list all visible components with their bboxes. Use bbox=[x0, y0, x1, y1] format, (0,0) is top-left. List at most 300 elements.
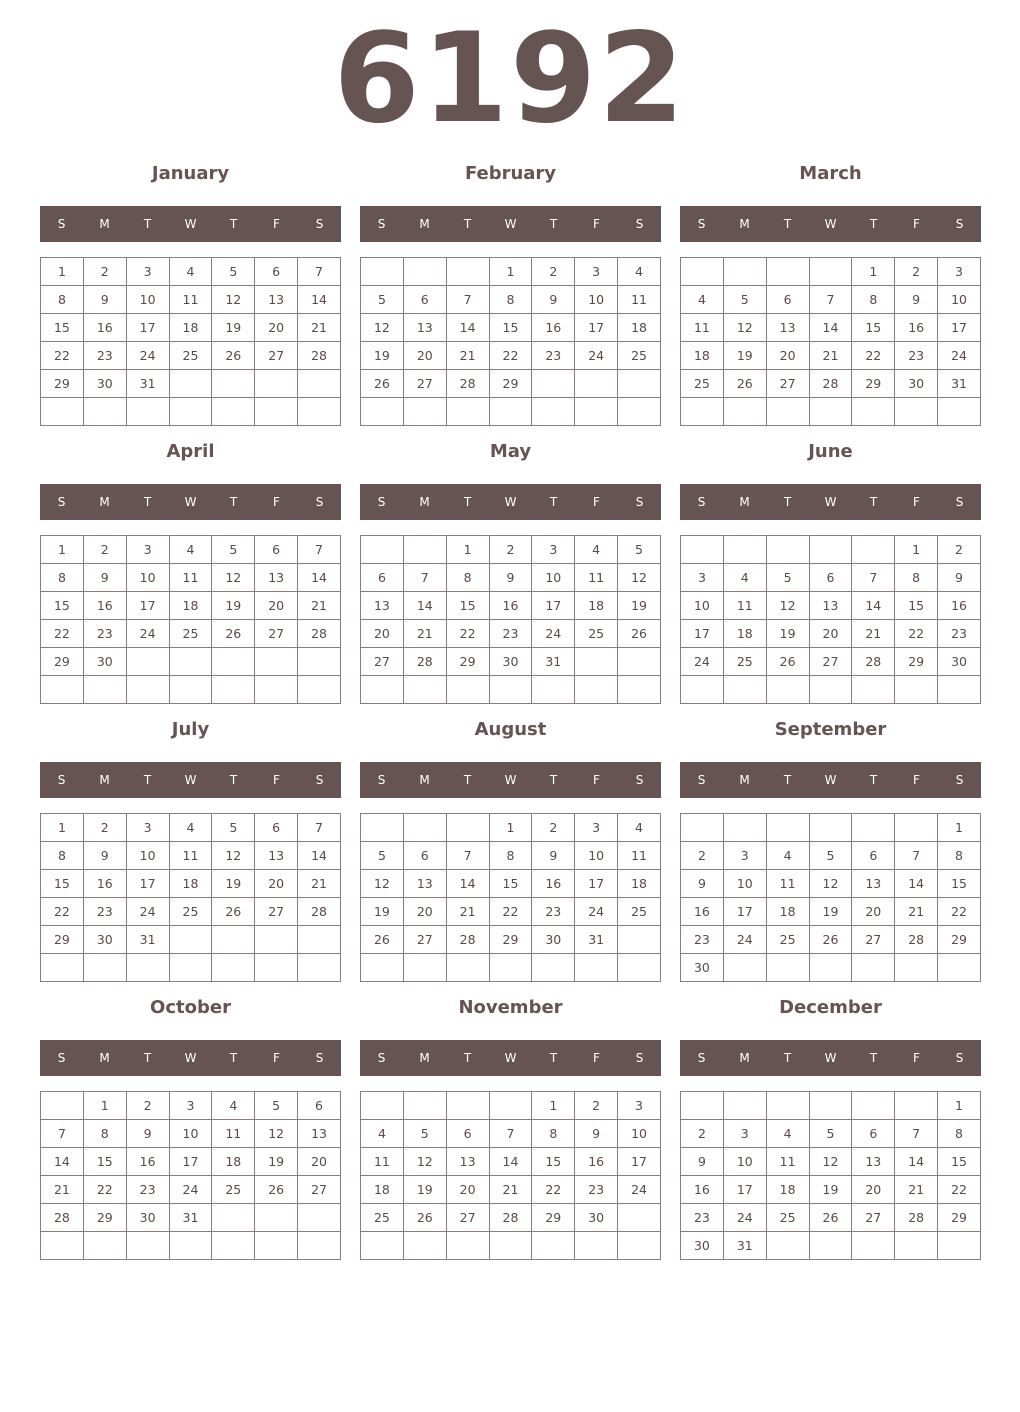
weekday-header-bar bbox=[40, 206, 341, 242]
day-cell: 19 bbox=[723, 342, 766, 370]
day-cell: 26 bbox=[361, 926, 404, 954]
day-cell: 30 bbox=[938, 648, 981, 676]
month-name: March bbox=[799, 163, 862, 184]
day-cell: 10 bbox=[938, 286, 981, 314]
day-cell: 17 bbox=[532, 592, 575, 620]
day-cell: 11 bbox=[575, 564, 618, 592]
week-row bbox=[681, 620, 981, 648]
weekday-header: W bbox=[184, 773, 197, 787]
weekday-header: T bbox=[869, 495, 878, 509]
day-cell: 12 bbox=[766, 592, 809, 620]
day-cell: 17 bbox=[618, 1148, 661, 1176]
day-cell: 30 bbox=[895, 370, 938, 398]
day-cell bbox=[489, 954, 532, 982]
day-cell bbox=[723, 398, 766, 426]
day-cell: 27 bbox=[852, 926, 895, 954]
day-cell: 6 bbox=[403, 842, 446, 870]
day-cell: 27 bbox=[255, 620, 298, 648]
day-cell: 8 bbox=[446, 564, 489, 592]
day-cell: 26 bbox=[212, 620, 255, 648]
weekday-header: T bbox=[143, 1051, 152, 1065]
day-grid bbox=[680, 1091, 981, 1260]
day-cell: 21 bbox=[852, 620, 895, 648]
weekday-header: T bbox=[463, 773, 472, 787]
day-cell: 8 bbox=[41, 564, 84, 592]
weekday-header: M bbox=[99, 1051, 110, 1065]
weekday-header: T bbox=[463, 217, 472, 231]
month-august bbox=[360, 718, 661, 988]
day-grid bbox=[680, 257, 981, 426]
weekday-header-bar bbox=[360, 484, 661, 520]
day-cell: 1 bbox=[532, 1092, 575, 1120]
day-cell bbox=[41, 398, 84, 426]
weekday-header: S bbox=[57, 217, 66, 231]
day-cell bbox=[618, 926, 661, 954]
day-cell bbox=[83, 1232, 126, 1260]
weekday-header: S bbox=[635, 495, 644, 509]
day-cell: 10 bbox=[681, 592, 724, 620]
day-cell: 21 bbox=[809, 342, 852, 370]
day-cell: 20 bbox=[852, 1176, 895, 1204]
month-july bbox=[40, 718, 341, 988]
week-row bbox=[361, 1176, 661, 1204]
week-row bbox=[361, 536, 661, 564]
day-cell: 26 bbox=[212, 898, 255, 926]
day-cell: 1 bbox=[83, 1092, 126, 1120]
day-cell bbox=[766, 676, 809, 704]
day-cell: 23 bbox=[681, 926, 724, 954]
day-cell bbox=[852, 954, 895, 982]
day-cell: 15 bbox=[489, 314, 532, 342]
day-cell: 10 bbox=[575, 842, 618, 870]
day-cell: 31 bbox=[169, 1204, 212, 1232]
day-cell: 28 bbox=[298, 342, 341, 370]
week-row bbox=[41, 1204, 341, 1232]
day-cell bbox=[618, 648, 661, 676]
day-cell: 16 bbox=[681, 898, 724, 926]
day-cell: 26 bbox=[809, 926, 852, 954]
weekday-header: M bbox=[419, 773, 430, 787]
day-grid bbox=[680, 535, 981, 704]
day-cell bbox=[723, 536, 766, 564]
week-row bbox=[41, 1148, 341, 1176]
day-cell: 12 bbox=[361, 314, 404, 342]
day-cell: 6 bbox=[852, 842, 895, 870]
day-cell: 21 bbox=[298, 592, 341, 620]
day-cell: 24 bbox=[723, 1204, 766, 1232]
week-row bbox=[681, 314, 981, 342]
week-row bbox=[681, 1092, 981, 1120]
day-cell: 19 bbox=[255, 1148, 298, 1176]
day-cell bbox=[446, 258, 489, 286]
weekday-header-bar bbox=[360, 1040, 661, 1076]
week-row bbox=[41, 564, 341, 592]
day-cell: 10 bbox=[126, 842, 169, 870]
day-cell: 6 bbox=[852, 1120, 895, 1148]
day-cell: 14 bbox=[852, 592, 895, 620]
day-cell: 28 bbox=[446, 370, 489, 398]
day-cell: 3 bbox=[723, 842, 766, 870]
day-cell bbox=[298, 926, 341, 954]
weekday-header: T bbox=[783, 1051, 792, 1065]
day-cell: 17 bbox=[126, 314, 169, 342]
day-cell: 26 bbox=[212, 342, 255, 370]
day-cell: 22 bbox=[83, 1176, 126, 1204]
day-cell: 1 bbox=[938, 814, 981, 842]
day-cell: 23 bbox=[83, 620, 126, 648]
day-cell: 3 bbox=[126, 814, 169, 842]
day-cell: 12 bbox=[212, 286, 255, 314]
day-cell bbox=[361, 676, 404, 704]
day-cell: 15 bbox=[938, 1148, 981, 1176]
day-cell: 4 bbox=[723, 564, 766, 592]
day-cell: 9 bbox=[895, 286, 938, 314]
day-cell bbox=[212, 954, 255, 982]
day-cell: 29 bbox=[489, 926, 532, 954]
week-row bbox=[681, 1204, 981, 1232]
day-cell: 18 bbox=[723, 620, 766, 648]
weekday-header: W bbox=[184, 495, 197, 509]
day-cell bbox=[681, 1092, 724, 1120]
weekday-header: F bbox=[593, 217, 600, 231]
day-cell bbox=[255, 926, 298, 954]
day-cell bbox=[255, 398, 298, 426]
day-cell: 30 bbox=[681, 1232, 724, 1260]
day-cell bbox=[403, 1092, 446, 1120]
week-row bbox=[361, 314, 661, 342]
weekday-header: T bbox=[549, 773, 558, 787]
day-cell: 27 bbox=[446, 1204, 489, 1232]
day-cell bbox=[298, 370, 341, 398]
day-cell bbox=[809, 814, 852, 842]
day-cell: 29 bbox=[446, 648, 489, 676]
day-cell: 21 bbox=[895, 898, 938, 926]
day-cell: 31 bbox=[126, 370, 169, 398]
week-row bbox=[41, 814, 341, 842]
day-cell: 2 bbox=[895, 258, 938, 286]
day-cell: 23 bbox=[895, 342, 938, 370]
day-grid bbox=[360, 257, 661, 426]
day-cell bbox=[361, 536, 404, 564]
day-cell: 26 bbox=[403, 1204, 446, 1232]
day-cell: 15 bbox=[41, 592, 84, 620]
day-cell: 4 bbox=[169, 536, 212, 564]
day-cell: 25 bbox=[618, 898, 661, 926]
day-cell bbox=[446, 676, 489, 704]
day-cell: 30 bbox=[83, 648, 126, 676]
week-row bbox=[681, 286, 981, 314]
day-cell: 11 bbox=[681, 314, 724, 342]
day-cell bbox=[361, 398, 404, 426]
day-cell: 2 bbox=[681, 1120, 724, 1148]
week-row bbox=[41, 1120, 341, 1148]
day-cell bbox=[255, 676, 298, 704]
day-cell bbox=[298, 676, 341, 704]
week-row bbox=[361, 1092, 661, 1120]
day-cell bbox=[809, 1232, 852, 1260]
day-cell bbox=[618, 1204, 661, 1232]
day-cell: 2 bbox=[126, 1092, 169, 1120]
day-cell bbox=[532, 954, 575, 982]
day-cell: 24 bbox=[618, 1176, 661, 1204]
day-cell: 19 bbox=[618, 592, 661, 620]
month-name: June bbox=[808, 441, 853, 462]
day-cell: 7 bbox=[41, 1120, 84, 1148]
day-cell: 23 bbox=[938, 620, 981, 648]
day-cell: 8 bbox=[489, 842, 532, 870]
week-row bbox=[361, 1204, 661, 1232]
day-cell: 5 bbox=[361, 286, 404, 314]
day-cell: 31 bbox=[938, 370, 981, 398]
weekday-header: T bbox=[783, 495, 792, 509]
week-row bbox=[41, 370, 341, 398]
day-cell: 7 bbox=[298, 814, 341, 842]
week-row bbox=[41, 1232, 341, 1260]
day-cell: 13 bbox=[852, 1148, 895, 1176]
week-row bbox=[41, 926, 341, 954]
day-cell: 6 bbox=[298, 1092, 341, 1120]
weekday-header: M bbox=[739, 773, 750, 787]
day-cell: 23 bbox=[83, 898, 126, 926]
week-row bbox=[681, 564, 981, 592]
day-cell: 15 bbox=[41, 314, 84, 342]
day-cell: 9 bbox=[532, 286, 575, 314]
day-cell: 30 bbox=[681, 954, 724, 982]
weekday-header: S bbox=[315, 495, 324, 509]
day-cell: 11 bbox=[766, 870, 809, 898]
month-march bbox=[680, 162, 981, 432]
day-cell: 27 bbox=[298, 1176, 341, 1204]
day-cell: 4 bbox=[169, 814, 212, 842]
day-cell: 24 bbox=[126, 620, 169, 648]
day-cell: 7 bbox=[298, 536, 341, 564]
day-cell: 20 bbox=[809, 620, 852, 648]
day-cell bbox=[41, 1092, 84, 1120]
month-name: July bbox=[171, 719, 210, 740]
day-cell: 18 bbox=[618, 870, 661, 898]
day-cell bbox=[723, 954, 766, 982]
weekday-header: T bbox=[229, 217, 238, 231]
day-cell: 16 bbox=[938, 592, 981, 620]
day-cell: 3 bbox=[532, 536, 575, 564]
day-cell: 10 bbox=[532, 564, 575, 592]
day-cell: 1 bbox=[41, 536, 84, 564]
weekday-header: W bbox=[824, 217, 837, 231]
day-cell: 3 bbox=[723, 1120, 766, 1148]
day-cell: 2 bbox=[83, 258, 126, 286]
day-cell: 11 bbox=[169, 564, 212, 592]
day-cell: 14 bbox=[895, 870, 938, 898]
week-row bbox=[41, 314, 341, 342]
day-cell bbox=[126, 676, 169, 704]
day-cell: 5 bbox=[723, 286, 766, 314]
day-cell bbox=[532, 398, 575, 426]
week-row bbox=[681, 1176, 981, 1204]
day-cell: 18 bbox=[169, 314, 212, 342]
weekday-header: W bbox=[184, 1051, 197, 1065]
weekday-header: S bbox=[315, 1051, 324, 1065]
day-cell: 6 bbox=[255, 258, 298, 286]
day-cell: 10 bbox=[723, 870, 766, 898]
day-cell bbox=[446, 398, 489, 426]
day-cell: 7 bbox=[895, 1120, 938, 1148]
day-cell: 28 bbox=[298, 898, 341, 926]
week-row bbox=[361, 648, 661, 676]
day-cell: 8 bbox=[489, 286, 532, 314]
month-december bbox=[680, 996, 981, 1266]
week-row bbox=[681, 258, 981, 286]
day-cell bbox=[255, 1232, 298, 1260]
day-cell: 12 bbox=[809, 1148, 852, 1176]
weekday-header: T bbox=[143, 773, 152, 787]
weekday-header: M bbox=[739, 1051, 750, 1065]
day-cell: 14 bbox=[298, 286, 341, 314]
day-cell: 16 bbox=[575, 1148, 618, 1176]
day-cell: 19 bbox=[403, 1176, 446, 1204]
day-cell bbox=[298, 398, 341, 426]
day-cell bbox=[169, 370, 212, 398]
day-cell: 2 bbox=[681, 842, 724, 870]
day-cell: 5 bbox=[618, 536, 661, 564]
day-cell: 7 bbox=[298, 258, 341, 286]
day-cell: 25 bbox=[169, 620, 212, 648]
weekday-header: T bbox=[549, 1051, 558, 1065]
day-cell: 19 bbox=[361, 342, 404, 370]
day-cell: 16 bbox=[532, 314, 575, 342]
day-cell bbox=[83, 954, 126, 982]
day-cell: 19 bbox=[212, 314, 255, 342]
weekday-header-bar bbox=[680, 206, 981, 242]
day-cell: 24 bbox=[938, 342, 981, 370]
day-cell bbox=[895, 398, 938, 426]
day-cell: 22 bbox=[532, 1176, 575, 1204]
day-cell: 22 bbox=[41, 620, 84, 648]
day-cell bbox=[938, 398, 981, 426]
day-cell: 4 bbox=[169, 258, 212, 286]
day-cell bbox=[126, 398, 169, 426]
day-cell bbox=[766, 258, 809, 286]
day-cell: 26 bbox=[618, 620, 661, 648]
day-cell: 7 bbox=[852, 564, 895, 592]
day-cell bbox=[255, 1204, 298, 1232]
day-cell: 4 bbox=[575, 536, 618, 564]
week-row bbox=[361, 1120, 661, 1148]
day-cell: 26 bbox=[809, 1204, 852, 1232]
day-cell bbox=[403, 814, 446, 842]
day-cell: 12 bbox=[212, 564, 255, 592]
day-cell: 13 bbox=[809, 592, 852, 620]
day-cell bbox=[766, 398, 809, 426]
month-september bbox=[680, 718, 981, 988]
day-cell bbox=[298, 1232, 341, 1260]
day-cell: 17 bbox=[723, 898, 766, 926]
day-cell: 22 bbox=[41, 342, 84, 370]
day-cell: 3 bbox=[126, 536, 169, 564]
day-cell bbox=[298, 648, 341, 676]
day-cell bbox=[766, 814, 809, 842]
day-cell: 19 bbox=[809, 898, 852, 926]
month-february bbox=[360, 162, 661, 432]
day-cell bbox=[681, 258, 724, 286]
day-cell: 1 bbox=[489, 258, 532, 286]
day-cell: 4 bbox=[681, 286, 724, 314]
weekday-header: W bbox=[824, 773, 837, 787]
day-cell bbox=[489, 398, 532, 426]
weekday-header: F bbox=[593, 773, 600, 787]
day-cell: 7 bbox=[895, 842, 938, 870]
day-cell: 24 bbox=[723, 926, 766, 954]
day-cell bbox=[766, 1232, 809, 1260]
weekday-header: M bbox=[419, 217, 430, 231]
week-row bbox=[361, 954, 661, 982]
day-cell bbox=[809, 676, 852, 704]
week-row bbox=[681, 370, 981, 398]
week-row bbox=[41, 842, 341, 870]
day-cell: 11 bbox=[723, 592, 766, 620]
day-cell bbox=[403, 676, 446, 704]
week-row bbox=[361, 676, 661, 704]
month-name: January bbox=[151, 163, 230, 184]
day-cell: 4 bbox=[766, 1120, 809, 1148]
day-cell bbox=[41, 676, 84, 704]
day-cell bbox=[212, 926, 255, 954]
day-cell bbox=[895, 676, 938, 704]
day-cell: 7 bbox=[446, 842, 489, 870]
week-row bbox=[361, 286, 661, 314]
weekday-header: F bbox=[273, 773, 280, 787]
day-cell: 23 bbox=[83, 342, 126, 370]
day-cell: 11 bbox=[361, 1148, 404, 1176]
weekday-header: S bbox=[57, 1051, 66, 1065]
day-cell: 9 bbox=[532, 842, 575, 870]
day-cell: 28 bbox=[895, 926, 938, 954]
month-october bbox=[40, 996, 341, 1266]
weekday-header: S bbox=[635, 773, 644, 787]
weekday-header: M bbox=[419, 495, 430, 509]
day-grid bbox=[40, 1091, 341, 1260]
day-cell: 16 bbox=[489, 592, 532, 620]
day-cell: 20 bbox=[255, 592, 298, 620]
day-cell: 16 bbox=[681, 1176, 724, 1204]
month-name: October bbox=[150, 997, 231, 1018]
day-cell bbox=[212, 676, 255, 704]
day-cell bbox=[361, 1232, 404, 1260]
day-cell bbox=[895, 954, 938, 982]
day-cell: 11 bbox=[212, 1120, 255, 1148]
day-cell bbox=[446, 1232, 489, 1260]
day-cell: 8 bbox=[41, 842, 84, 870]
day-cell bbox=[403, 258, 446, 286]
day-cell: 14 bbox=[403, 592, 446, 620]
day-cell: 14 bbox=[446, 870, 489, 898]
day-cell bbox=[169, 1232, 212, 1260]
weekday-header: S bbox=[697, 1051, 706, 1065]
day-cell: 5 bbox=[361, 842, 404, 870]
day-cell: 9 bbox=[126, 1120, 169, 1148]
day-cell: 4 bbox=[361, 1120, 404, 1148]
day-cell bbox=[532, 676, 575, 704]
weekday-header: S bbox=[955, 495, 964, 509]
day-cell: 25 bbox=[575, 620, 618, 648]
day-cell bbox=[255, 370, 298, 398]
day-cell: 8 bbox=[83, 1120, 126, 1148]
day-cell bbox=[766, 1092, 809, 1120]
day-cell: 14 bbox=[489, 1148, 532, 1176]
weekday-header: S bbox=[315, 217, 324, 231]
day-cell: 20 bbox=[255, 870, 298, 898]
day-cell: 11 bbox=[618, 286, 661, 314]
day-cell bbox=[446, 814, 489, 842]
